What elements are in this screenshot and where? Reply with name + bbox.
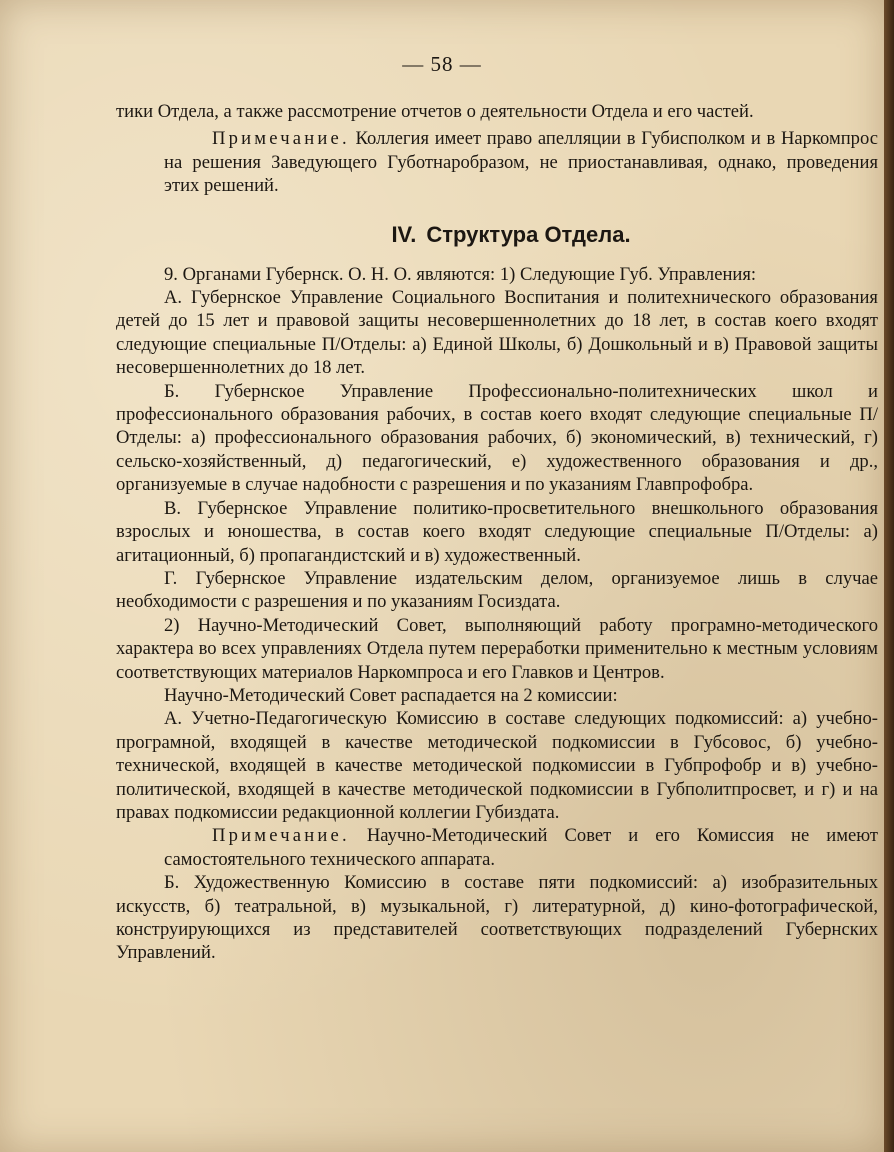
paragraph-a: А. Губернское Управление Социального Воспитания и политехнического образования детей до 15 лет и правовой защиты несовершеннолетних до 18 лет, в состав коего входят следующие специальные П/Отделы: а) Единой Школы, б) Дошкольный и в) Правовой защиты несовершеннолетних до 18 лет. — [116, 287, 878, 379]
note-text: Научно-Методический Совет и его Комиссия не имеют самостоятельного технического аппарата. — [164, 825, 878, 870]
page-body — [116, 100, 878, 965]
note-text: Коллегия имеет право апелляции в Губисполком и в Наркомпрос на решения Заведующего Губотнаробразом, не приостанавливая, однако, проведения этих решений. — [164, 128, 878, 197]
note-paragraph — [164, 127, 878, 197]
paragraph-v: В. Губернское Управление политико-просветительного внешкольного образования взрослых и юношества, в состав коего входят следующие специальные П/Отделы: а) агитационный, б) пропагандистский и в) художественный. — [116, 497, 878, 566]
paragraph-commission-a: А. Учетно-Педагогическую Комиссию в составе следующих подкомиссий: а) учебно-програмной, входящей в качестве методической подкомиссии в Губсовос, б) учебно-технической, входящей в качестве методической подкомиссии в Губпрофобр и в) учебно-политической, входящей в качестве методической подкомиссии в Губполитпросвет, и г) и на правах подкомиссии редакционной коллегии Губиздата. — [116, 708, 878, 823]
section-heading — [116, 220, 878, 250]
page-number: — 58 — — [402, 52, 482, 76]
paragraph-9: 9. Органами Губернск. О. Н. О. являются: 1) Следующие Губ. Управления: — [164, 263, 757, 285]
paragraph-2: 2) Научно-Методический Совет, выполняющий работу програмно-методического характера во всех управлениях Отдела путем переработки применительно к местным условиям соответствующих материалов Наркомпроса и его Главков и Центров. — [116, 614, 878, 683]
paragraph-g: Г. Губернское Управление издательским делом, организуемое лишь в случае необходимости с разрешения и по указаниям Госиздата. — [116, 567, 878, 613]
note-paragraph-2 — [164, 824, 878, 871]
page-edge-shadow — [884, 0, 894, 1152]
paragraph-continuation: тики Отдела, а также рассмотрение отчетов о деятельности Отдела и его частей. — [116, 101, 754, 122]
paragraph-council: Научно-Методический Совет распадается на 2 комиссии: — [164, 684, 618, 706]
paragraph-commission-b: Б. Художественную Комиссию в составе пяти подкомиссий: а) изобразительных искусств, б) театральной, в) музыкальной, г) литературной, д) кино-фотографической, конструирующихся из представителей соответствующих подразделений Губернских Управлений. — [116, 872, 878, 964]
note-label: Примечание. — [212, 128, 350, 150]
section-number: IV. — [391, 221, 417, 247]
paragraph-b: Б. Губернское Управление Профессионально-политехнических школ и профессионального образования рабочих, в состав коего входят следующие специальные П/Отделы: а) профессионального образования рабочих, б) экономический, в) технический, г) сельско-хозяйственный, д) педагогический, е) художественного образования и др., организуемые в случае надобности с разрешения и по указаниям Главпрофобра. — [116, 380, 878, 496]
note-label: Примечание. — [212, 825, 350, 847]
section-title: Структура Отдела. — [426, 221, 631, 247]
